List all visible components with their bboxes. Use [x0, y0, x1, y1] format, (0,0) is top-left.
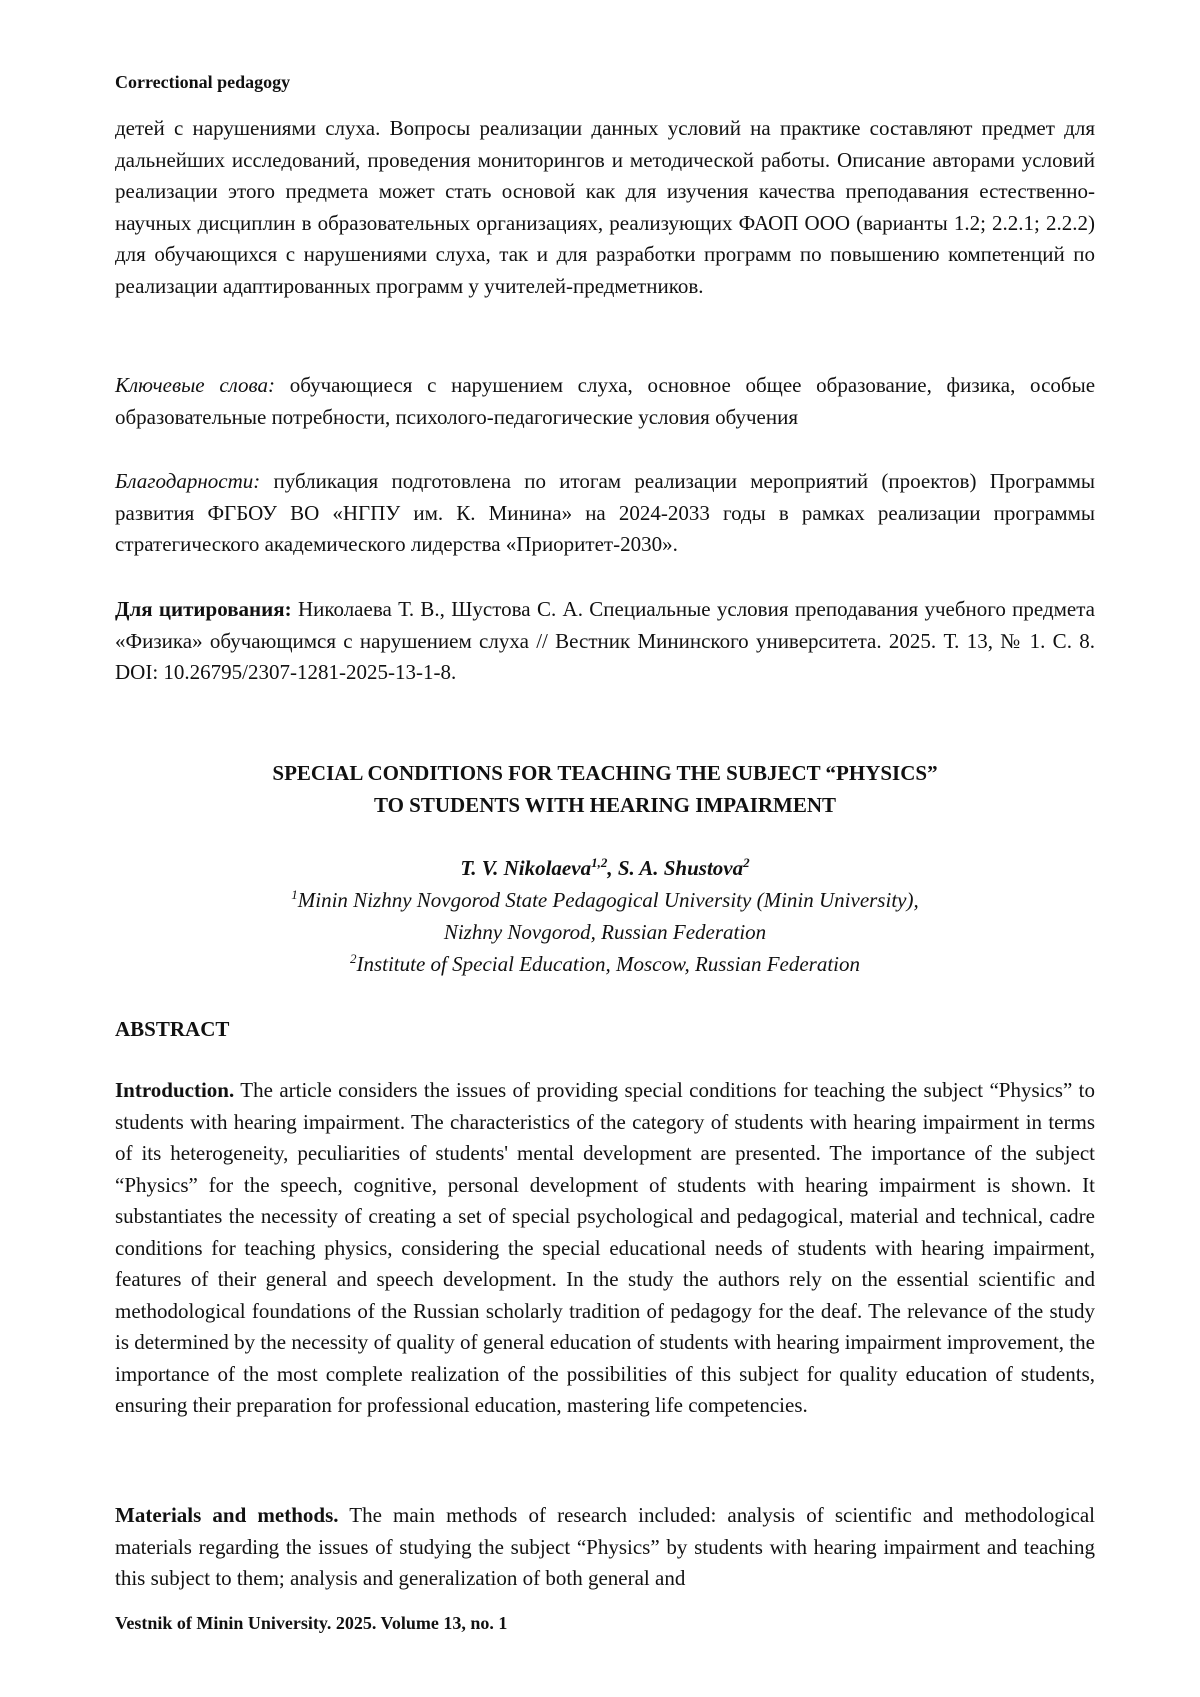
affiliation-1-line-1: $^1$Minin Nizhny Novgorod State Pedagogical University (Minin University), [291, 887, 919, 912]
affiliation-2: $^2$Institute of Special Education, Moscow, Russian Federation [349, 951, 861, 976]
running-footer: Vestnik of Minin University. 2025. Volume 13, no. 1 [115, 1613, 508, 1633]
running-header: Correctional pedagogy [115, 72, 291, 92]
ru-abstract-continuation: детей с нарушениями слуха. Вопросы реализации данных условий на практике составляют предмет для дальнейших исследований, проведения мониторингов и методической работы. Описание авторами условий реализации этого предмета может стать основой как для изучения качества преподавания естественно-научных дисциплин в образовательных организациях, реализующих ФАОП ООО (варианты 1.2; 2.2.1; 2.2.2) для обучающихся с нарушениями слуха, так и для разработки программ по повышению компетенций по реализации адаптированных программ у учителей-предметников. [115, 116, 1095, 298]
author-1: T. V. Nikolaeva [460, 856, 592, 880]
abstract-methods [115, 1500, 1095, 1595]
ru-acknowledgements [115, 466, 1095, 561]
author-1-affiliation-mark: 1,2 [591, 855, 608, 870]
citation-label: Для цитирования: [115, 597, 292, 621]
introduction-text: The article considers the issues of providing special conditions for teaching the subject “Physics” to students with hearing impairment. The characteristics of the category of students with hearing impairment in terms of its heterogeneity, peculiarities of students' mental development are presented. The importance of the subject “Physics” for the speech, cognitive, personal development of students with hearing impairment is shown. It substantiates the necessity of creating a set of special psychological and pedagogical, material and technical, cadre conditions for teaching physics, considering the special educational needs of students with hearing impairment, features of their general and speech development. In the study the authors rely on the essential scientific and methodological foundations of the Russian scholarly tradition of pedagogy for the deaf. The relevance of the study is determined by the necessity of quality of general education of students with hearing impairment improvement, the importance of the most complete realization of the possibilities of this subject for quality education of students, ensuring their preparation for professional education, mastering life competencies. [115, 1078, 1095, 1417]
ru-citation [115, 594, 1095, 689]
abstract-heading: ABSTRACT [115, 1017, 230, 1041]
citation-text: Николаева Т. В., Шустова С. А. Специальные условия преподавания учебного предмета «Физика» обучающимся с нарушением слуха // Вестник Мининского университета. 2025. Т. 13, № 1. С. 8. DOI: 10.26795/2307-1281-2025-13-1-8. [115, 597, 1096, 684]
methods-label: Materials and methods. [115, 1503, 339, 1527]
keywords-text: обучающиеся с нарушением слуха, основное общее образование, физика, особые образовательные потребности, психолого-педагогические условия обучения [115, 373, 1096, 429]
article-title [115, 757, 1095, 821]
author-separator: , [607, 856, 618, 880]
affiliation-1-line-2: Nizhny Novgorod, Russian Federation [443, 920, 767, 944]
affiliation-2-mark: 2 [349, 951, 357, 966]
keywords-label: Ключевые слова: [115, 373, 276, 397]
methods-text: The main methods of research included: analysis of scientific and methodological materials regarding the issues of studying the subject “Physics” by students with hearing impairment and teaching this subject to them; analysis and generalization of both general and [115, 1503, 1096, 1590]
affiliation-1-mark: 1 [291, 887, 298, 902]
author-2: S. A. Shustova [617, 856, 744, 880]
ru-keywords [115, 370, 1095, 433]
introduction-label: Introduction. [115, 1078, 235, 1102]
acknowledgements-label: Благодарности: [115, 469, 261, 493]
authors [115, 853, 1095, 883]
affiliations [115, 884, 1095, 980]
article-title-line-1: SPECIAL CONDITIONS FOR TEACHING THE SUBJECT “PHYSICS” [272, 761, 938, 785]
acknowledgements-text: публикация подготовлена по итогам реализации мероприятий (проектов) Программы развития ФГБОУ ВО «НГПУ им. К. Минина» на 2024-2033 годы в рамках реализации программы стратегического академического лидерства «Приоритет-2030». [115, 469, 1095, 556]
article-title-line-2: TO STUDENTS WITH HEARING IMPAIRMENT [373, 793, 837, 817]
author-2-affiliation-mark: 2 [743, 855, 750, 870]
abstract-introduction [115, 1075, 1095, 1422]
